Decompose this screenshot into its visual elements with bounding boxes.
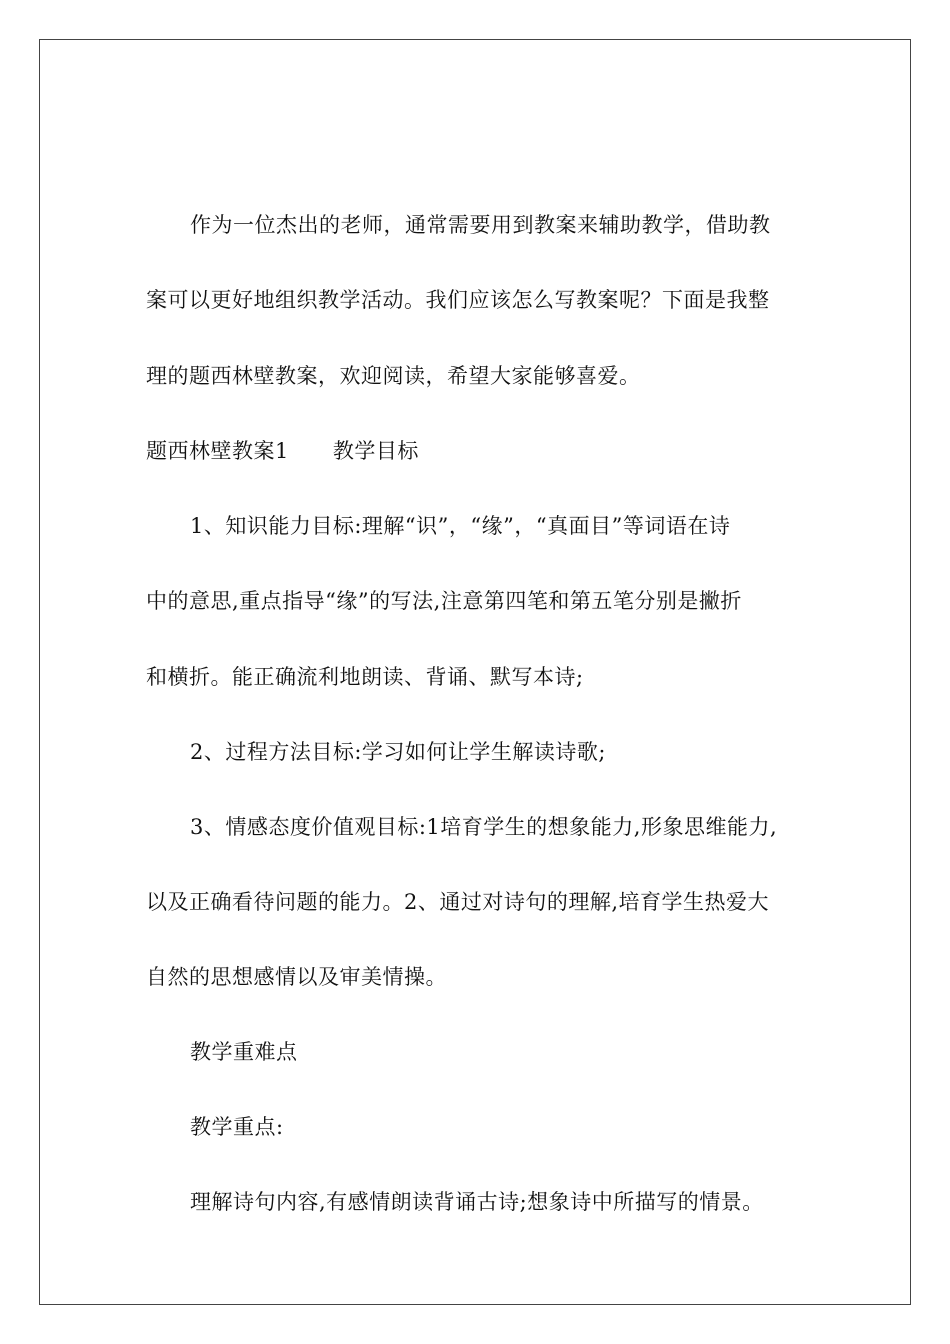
intro-line-2: 案可以更好地组织教学活动。我们应该怎么写教案呢？下面是我整 [146,288,770,312]
objective-3-line-3: 自然的思想感情以及审美情操。 [146,965,447,989]
key-points-text: 理解诗句内容,有感情朗读背诵古诗;想象诗中所描写的情景。 [190,1190,764,1214]
key-difficult-heading: 教学重难点 [190,1040,298,1064]
section-title: 题西林壁教案1 [146,439,289,463]
objective-3-line-1: 3、情感态度价值观目标:1培育学生的想象能力,形象思维能力, [190,815,778,839]
objective-1-line-3: 和横折。能正确流利地朗读、背诵、默写本诗; [146,665,584,689]
intro-line-3: 理的题西林壁教案，欢迎阅读，希望大家能够喜爱。 [146,364,641,388]
section-heading [146,437,419,465]
intro-line-1: 作为一位杰出的老师，通常需要用到教案来辅助教学，借助教 [190,213,771,237]
objective-2: 2、过程方法目标:学习如何让学生解读诗歌; [190,740,607,764]
key-points-heading: 教学重点: [190,1115,284,1139]
objective-3-line-2: 以及正确看待问题的能力。2、通过对诗句的理解,培育学生热爱大 [146,890,770,914]
objective-1-line-1: 1、知识能力目标:理解“识”，“缘”，“真面目”等词语在诗 [190,514,731,538]
section-subtitle: 教学目标 [332,439,419,463]
objective-1-line-2: 中的意思,重点指导“缘”的写法,注意第四笔和第五笔分别是撇折 [146,589,742,613]
